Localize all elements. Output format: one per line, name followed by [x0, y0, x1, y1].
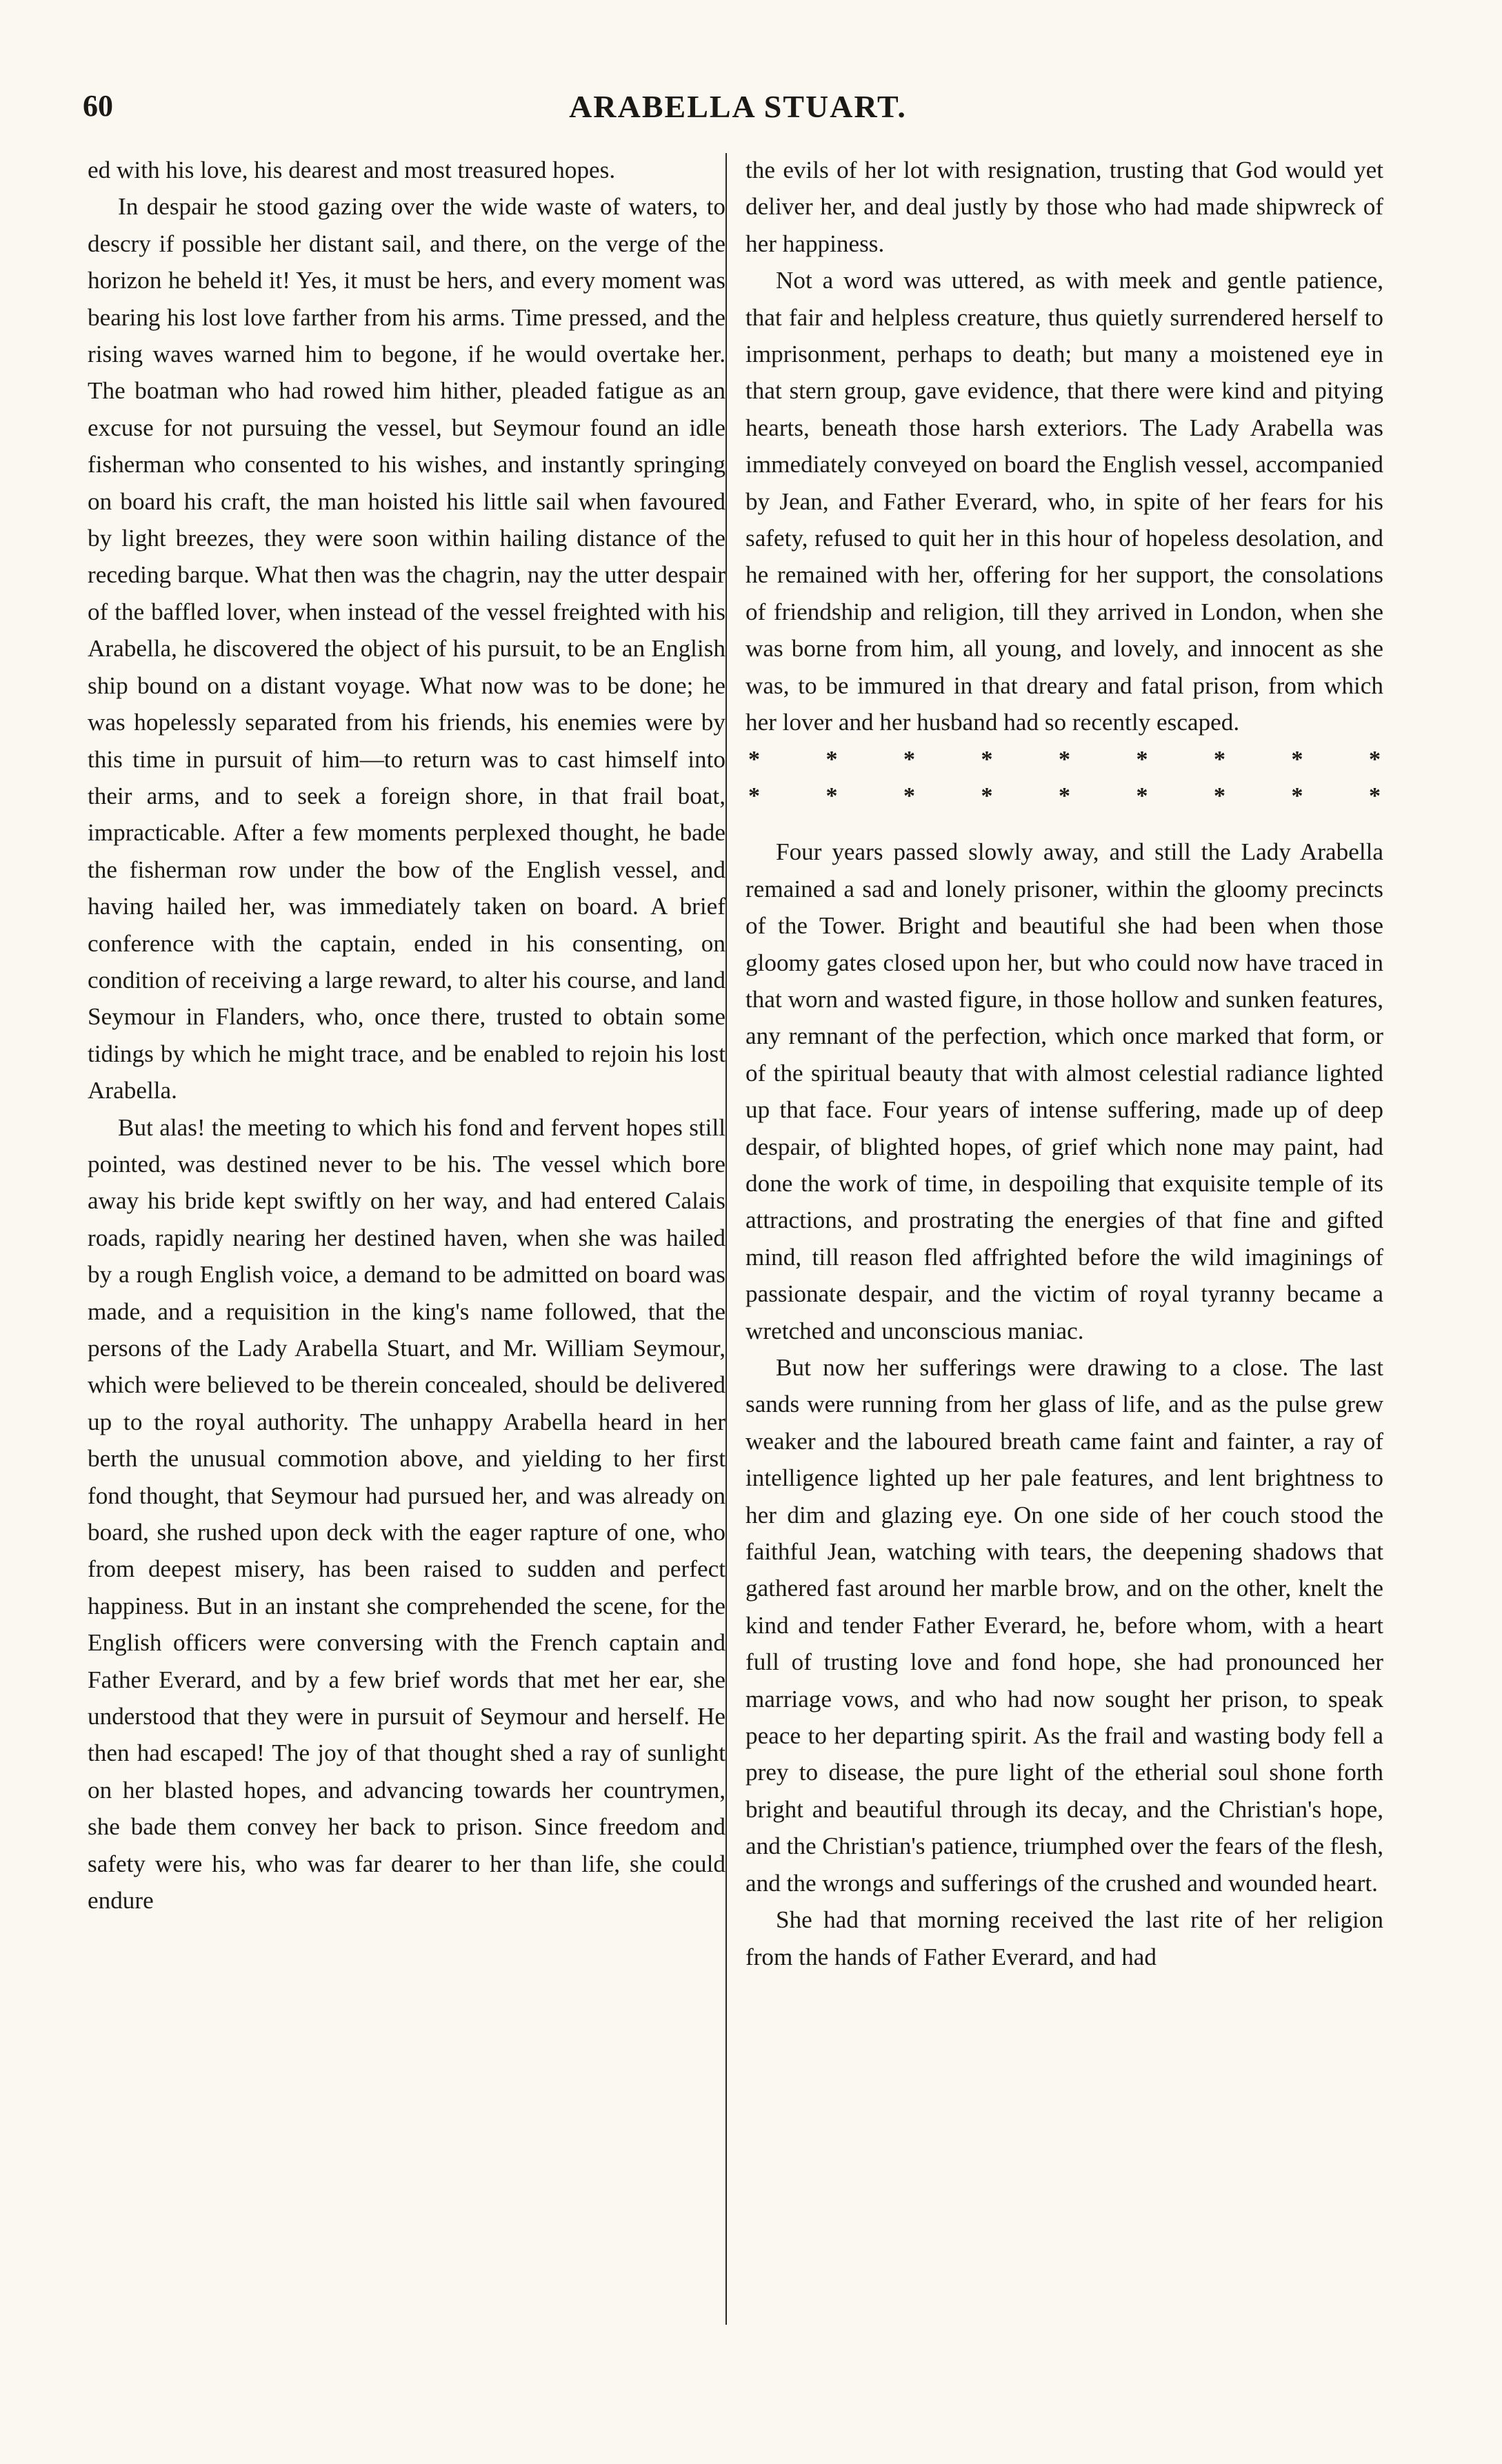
star-mark: *: [981, 746, 993, 772]
star-mark: *: [1136, 746, 1148, 772]
paragraph: ed with his love, his dearest and most treasured hopes.: [88, 156, 616, 183]
star-mark: *: [1291, 746, 1303, 772]
star-mark: *: [1369, 782, 1381, 809]
star-mark: *: [825, 746, 838, 772]
section-gap: [745, 814, 1383, 834]
paragraph: But now her sufferings were drawing to a close. The last sands were running from her glass of life, and as the pulse grew weaker and the laboured breath came faint and fainter, a ray of intelligence lighted up her pale features, and lent brightness to her dim and glazing eye. On one side of her couch stood the faithful Jean, watching with tears, the deepening shadows that gathered fast around her marble brow, and on the other, knelt the kind and tender Father Everard, he, before whom, with a heart full of trusting love and fond hope, she had pronounced her marriage vows, and who had now sought her prison, to speak peace to her departing spirit. As the frail and wasting body fell a prey to disease, the pure light of the etherial soul shone forth bright and beautiful through its decay, and the Christian's hope, and the Christian's patience, triumphed over the fears of the flesh, and the wrongs and sufferings of the crushed and wounded heart.: [745, 1354, 1383, 1897]
star-mark: *: [1214, 782, 1225, 809]
star-mark: *: [1291, 782, 1303, 809]
star-mark: *: [1059, 782, 1070, 809]
star-mark: *: [1214, 746, 1225, 772]
star-mark: *: [981, 782, 993, 809]
section-break-stars: [745, 741, 1383, 778]
page-header: [83, 81, 1393, 137]
star-mark: *: [903, 746, 915, 772]
section-break-stars: [745, 778, 1383, 814]
star-mark: *: [825, 782, 838, 809]
star-mark: *: [748, 782, 760, 809]
paragraph: But alas! the meeting to which his fond and fervent hopes still pointed, was destined never to be his. The vessel which bore away his bride kept swiftly on her way, and had entered Calais roads, rapidly nearing her destined haven, when she was hailed by a rough English voice, a demand to be admitted on board was made, and a requisition in the king's name followed, that the persons of the Lady Arabella Stuart, and Mr. William Seymour, which were believed to be therein concealed, should be delivered up to the royal authority. The unhappy Arabella heard in her berth the unusual commotion above, and yielding to her first fond thought, that Seymour had pursued her, and was already on board, she rushed upon deck with the eager rapture of one, who from deepest misery, has been raised to sudden and perfect happiness. But in an instant she comprehended the scene, for the English officers were conversing with the French captain and Father Everard, and by a few brief words that met her ear, she understood that they were in pursuit of Seymour and herself. He then had escaped! The joy of that thought shed a ray of sunlight on her blasted hopes, and advancing towards her countrymen, she bade them convey her back to prison. Since freedom and safety were his, who was far dearer to her than life, she could endure: [88, 1113, 725, 1915]
star-mark: *: [1369, 746, 1381, 772]
paragraph: Four years passed slowly away, and still the Lady Arabella remained a sad and lonely prisoner, within the gloomy precincts of the Tower. Bright and beautiful she had been when those gloomy gates closed upon her, but who could now have traced in that worn and wasted figure, in those hollow and sunken features, any remnant of the perfection, which once marked that form, or of the spiritual beauty that with almost celestial radiance lighted up that face. Four years of intense suffering, made up of deep despair, of blighted hopes, of grief which none may paint, had done the work of time, in despoiling that exquisite temple of its attractions, and prostrating the energies of that fine and gifted mind, till reason fled affrighted before the wild imaginings of passionate despair, and the victim of royal tyranny became a wretched and unconscious maniac.: [745, 838, 1383, 1344]
paragraph: She had that morning received the last rite of her religion from the hands of Father Everard, and had: [745, 1906, 1383, 1970]
page-number: 60: [83, 89, 113, 123]
paragraph: the evils of her lot with resignation, trusting that God would yet deliver her, and deal justly by those who had made shipwreck of her happiness.: [745, 156, 1383, 257]
star-mark: *: [903, 782, 915, 809]
left-column: [88, 152, 725, 2344]
star-mark: *: [1059, 746, 1070, 772]
star-mark: *: [1136, 782, 1148, 809]
running-title: ARABELLA STUART.: [569, 89, 907, 124]
paragraph: In despair he stood gazing over the wide waste of waters, to descry if possible her distant sail, and there, on the verge of the horizon he beheld it! Yes, it must be hers, and every moment was bearing his lost love farther from his arms. Time pressed, and the rising waves warned him to begone, if he would overtake her. The boatman who had rowed him hither, pleaded fatigue as an excuse for not pursuing the vessel, but Seymour found an idle fisherman who consented to his wishes, and instantly springing on board his craft, the man hoisted his little sail when favoured by light breezes, they were soon within hailing distance of the receding barque. What then was the chagrin, nay the utter despair of the baffled lover, when instead of the vessel freighted with his Arabella, he discovered the object of his pursuit, to be an English ship bound on a distant voyage. What now was to be done; he was hopelessly separated from his friends, his enemies were by this time in pursuit of him—to return was to cast himself into their arms, and to seek a foreign shore, in that frail boat, impracticable. After a few moments perplexed thought, he bade the fisherman row under the bow of the English vessel, and having hailed her, was immediately taken on board. A brief conference with the captain, ended in his consenting, on condition of receiving a large reward, to alter his course, and land Seymour in Flanders, who, once there, trusted to obtain some tidings by which he might trace, and be enabled to rejoin his lost Arabella.: [88, 193, 725, 1104]
star-mark: *: [748, 746, 760, 772]
column-divider: [725, 153, 727, 2325]
paragraph: Not a word was uttered, as with meek and gentle patience, that fair and helpless creature, thus quietly surrendered herself to imprisonment, perhaps to death; but many a moistened eye in that stern group, gave evidence, that there were kind and pitying hearts, beneath those harsh exteriors. The Lady Arabella was immediately conveyed on board the English vessel, accompanied by Jean, and Father Everard, who, in spite of her fears for his safety, refused to quit her in this hour of hopeless desolation, and he remained with her, offering for her support, the consolations of friendship and religion, till they arrived in London, when she was borne from him, all young, and lovely, and innocent as she was, to be immured in that dreary and fatal prison, from which her lover and her husband had so recently escaped.: [745, 267, 1383, 736]
right-column: [745, 152, 1383, 2344]
